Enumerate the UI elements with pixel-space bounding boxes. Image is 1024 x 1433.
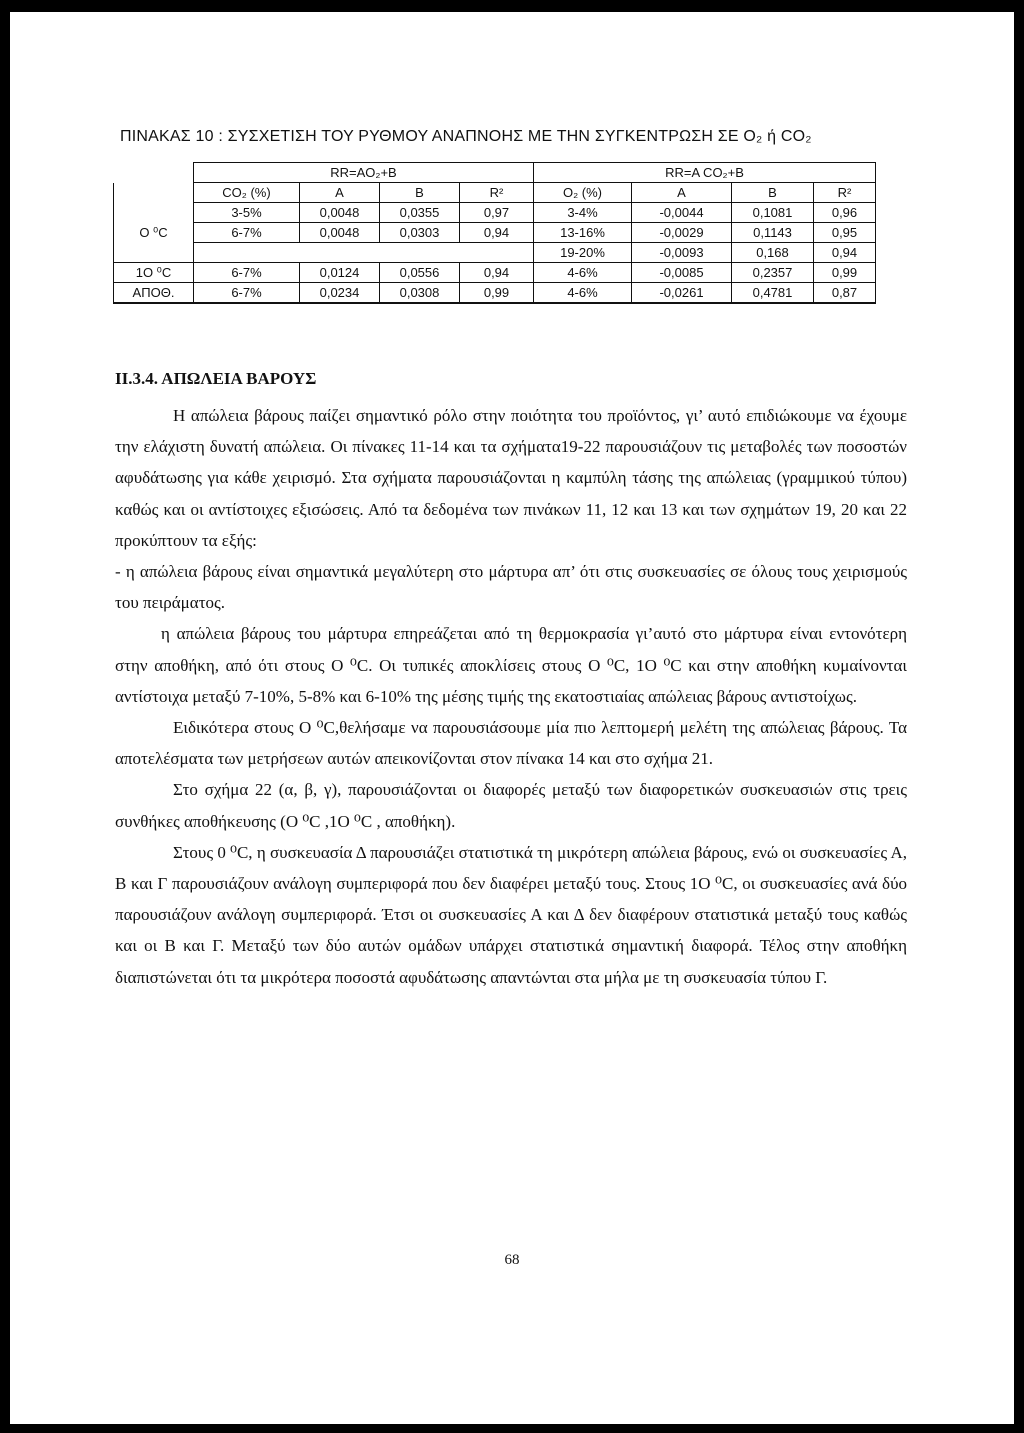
- table-row: [114, 283, 876, 304]
- paragraph-point-1: - η απώλεια βάρους είναι σημαντικά μεγαλύτερη στο μάρτυρα απ’ ότι στις συσκευασίες σε όλους τους χειρισμούς του πειράματος.: [115, 562, 907, 613]
- row-label: [114, 203, 194, 223]
- table-cell: -0,0093: [632, 243, 732, 263]
- table-cell: 0,94: [460, 223, 534, 243]
- header-cell: R²: [460, 183, 534, 203]
- header-cell: R²: [814, 183, 876, 203]
- document-page: [10, 12, 1014, 1424]
- table-cell: 0,2357: [732, 263, 814, 283]
- table-row: [114, 243, 876, 263]
- table-cell: -0,0044: [632, 203, 732, 223]
- table-cell: -0,0029: [632, 223, 732, 243]
- table-row: [114, 263, 876, 283]
- table-cell: 0,0048: [300, 223, 380, 243]
- table-cell: 3-4%: [534, 203, 632, 223]
- table-cell: 0,94: [814, 243, 876, 263]
- paragraph-point-2: η απώλεια βάρους του μάρτυρα επηρεάζεται από τη θερμοκρασία γι’αυτό στο μάρτυρα είναι εντονότερη στην αποθήκη, από ότι στους O ⁰C. Οι τυπικές αποκλίσεις στους O ⁰C, 1O ⁰C και στην αποθήκη κυμαίνονται αντίστοιχα μεταξύ 7-10%, 5-8% και 6-10% της μέσης τιμής της εκατοστιαίας απώλειας βάρους αντιστοίχως.: [115, 624, 907, 706]
- group-header-right: RR=A CO₂+B: [534, 163, 876, 183]
- table-cell: 0,0303: [380, 223, 460, 243]
- table-title: ΠΙΝΑΚΑΣ 10 : ΣΥΣΧΕΤΙΣΗ ΤΟΥ ΡΥΘΜΟΥ ΑΝΑΠΝΟΗΣ ΜΕ ΤΗΝ ΣΥΓΚΕΝΤΡΩΣΗ ΣΕ O₂ ή CO₂: [120, 128, 812, 145]
- table-cell: 13-16%: [534, 223, 632, 243]
- row-label: ΑΠΟΘ.: [114, 283, 194, 304]
- table-cell: 4-6%: [534, 263, 632, 283]
- table-cell: 0,1143: [732, 223, 814, 243]
- page-number: 68: [504, 1252, 520, 1268]
- paragraph-figure-22: Στο σχήμα 22 (α, β, γ), παρουσιάζονται οι διαφορές μεταξύ των διαφορετικών συσκευασιών στις τρεις συνθήκες αποθήκευσης (O ⁰C ,1O ⁰C , αποθήκη).: [115, 780, 907, 831]
- table-cell: 0,4781: [732, 283, 814, 304]
- table-cell: 0,96: [814, 203, 876, 223]
- paragraph-results: Στους 0 ⁰C, η συσκευασία Δ παρουσιάζει στατιστικά τη μικρότερη απώλεια βάρους, ενώ οι συσκευασίες Α, Β και Γ παρουσιάζουν ανάλογη συμπεριφορά που δεν διαφέρει μεταξύ τους. Στους 1O ⁰C, οι συσκευασίες ανά δύο παρουσιάζουν ανάλογη συμπεριφορά. Έτσι οι συσκευασίες Α και Δ δεν διαφέρουν στατιστικά μεταξύ τους καθώς και οι Β και Γ. Μεταξύ των δύο αυτών ομάδων υπάρχει στατιστικά σημαντική διαφορά. Τέλος στην αποθήκη διαπιστώνεται ότι τα μικρότερα ποσοστά αφυδάτωσης απαντώνται στα μήλα με τη συσκευασία τύπου Γ.: [115, 842, 907, 987]
- table-header-row: [114, 183, 876, 203]
- row-label: O ⁰C: [114, 223, 194, 243]
- table-label-header-cell: [114, 183, 194, 203]
- table-cell: 0,97: [460, 203, 534, 223]
- table-cell: 3-5%: [194, 203, 300, 223]
- table-cell: 0,94: [460, 263, 534, 283]
- table-cell: 0,87: [814, 283, 876, 304]
- header-cell: B: [380, 183, 460, 203]
- table-cell: 0,0308: [380, 283, 460, 304]
- header-cell: B: [732, 183, 814, 203]
- row-label: 1O ⁰C: [114, 263, 194, 283]
- header-cell: A: [632, 183, 732, 203]
- paragraph-detail: Ειδικότερα στους O ⁰C,θελήσαμε να παρουσιάσουμε μία πιο λεπτομερή μελέτη της απώλειας βάρους. Τα αποτελέσματα των μετρήσεων αυτών απεικονίζονται στον πίνακα 14 και στο σχήμα 21.: [115, 718, 907, 769]
- table-row: [114, 223, 876, 243]
- table-group-header-row: [114, 163, 876, 183]
- table-cell: 0,168: [732, 243, 814, 263]
- header-cell: CO₂ (%): [194, 183, 300, 203]
- table-cell: 6-7%: [194, 283, 300, 304]
- table-cell: 0,99: [814, 263, 876, 283]
- section-heading: ΙΙ.3.4. ΑΠΩΛΕΙΑ ΒΑΡΟΥΣ: [115, 369, 317, 388]
- header-cell: A: [300, 183, 380, 203]
- table-cell: 0,95: [814, 223, 876, 243]
- section-body: [115, 368, 907, 993]
- table-corner-cell: [114, 163, 194, 183]
- table-cell: -0,0085: [632, 263, 732, 283]
- table-cell: 6-7%: [194, 263, 300, 283]
- table-cell: 6-7%: [194, 223, 300, 243]
- table-cell: 0,99: [460, 283, 534, 304]
- table-cell: 19-20%: [534, 243, 632, 263]
- paragraph-intro: Η απώλεια βάρους παίζει σημαντικό ρόλο στην ποιότητα του προϊόντος, γι’ αυτό επιδιώκουμε να έχουμε την ελάχιστη δυνατή απώλεια. Οι πίνακες 11-14 και τα σχήματα19-22 παρουσιάζουν τις μεταβολές των ποσοστών αφυδάτωσης για κάθε χειρισμό. Στα σχήματα παρουσιάζονται η καμπύλη τάσης της απώλειας (γραμμικού τύπου) καθώς και οι αντίστοιχες εξισώσεις. Από τα δεδομένα των πινάκων 11, 12 και 13 και των σχημάτων 19, 20 και 22 προκύπτουν τα εξής:: [115, 406, 907, 550]
- table-row: [114, 203, 876, 223]
- table-cell: 0,0355: [380, 203, 460, 223]
- table-empty-cell: [194, 243, 534, 263]
- group-header-left: RR=AO₂+B: [194, 163, 534, 183]
- table-cell: 0,0048: [300, 203, 380, 223]
- table-cell: 0,1081: [732, 203, 814, 223]
- row-label: [114, 243, 194, 263]
- table-cell: 0,0556: [380, 263, 460, 283]
- table-cell: -0,0261: [632, 283, 732, 304]
- respiration-table: [113, 162, 876, 304]
- table-cell: 0,0124: [300, 263, 380, 283]
- table-cell: 4-6%: [534, 283, 632, 304]
- table-cell: 0,0234: [300, 283, 380, 304]
- header-cell: O₂ (%): [534, 183, 632, 203]
